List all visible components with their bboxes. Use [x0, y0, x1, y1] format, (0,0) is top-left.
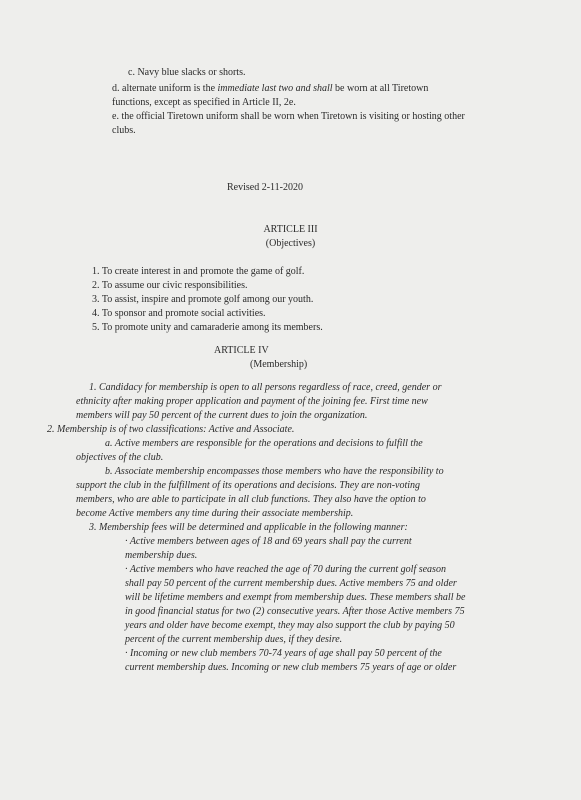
membership-line: current membership dues. Incoming or new club members 75 years of age or older	[125, 662, 457, 673]
membership-line: 3. Membership fees will be determined and applicable in the following manner:	[89, 522, 408, 533]
article2-item-c: c. Navy blue slacks or shorts.	[128, 67, 246, 78]
membership-line: support the club in the fulfillment of its operations and decisions. They are non-voting	[76, 480, 421, 491]
membership-line: membership dues.	[125, 550, 198, 561]
article2-item-d-line2: functions, except as specified in Article II, 2e.	[112, 97, 296, 108]
membership-line: shall pay 50 percent of the current membership dues. Active members 75 and older	[125, 578, 457, 589]
article2-item-d-italic: immediate last two and shall	[217, 83, 333, 94]
article2-item-d	[112, 83, 428, 95]
objective-item: 1. To create interest in and promote the game of golf.	[92, 266, 305, 277]
article4-subtitle: (Membership)	[250, 359, 308, 370]
objective-item: 5. To promote unity and camaraderie among its members.	[92, 322, 323, 333]
article2-item-e-line2: clubs.	[112, 125, 136, 136]
membership-line: · Active members between ages of 18 and 69 years shall pay the current	[125, 536, 412, 547]
membership-line: percent of the current membership dues, if they desire.	[125, 634, 343, 645]
membership-line: · Active members who have reached the age of 70 during the current golf season	[125, 564, 446, 575]
membership-line: b. Associate membership encompasses those members who have the responsibility to	[105, 466, 444, 477]
article4-title: ARTICLE IV	[214, 345, 269, 356]
membership-line: a. Active members are responsible for the operations and decisions to fulfill the	[105, 438, 423, 449]
article2-item-d-prefix: d. alternate uniform is the	[112, 83, 218, 94]
membership-line: years and older have become exempt, they may also support the club by paying 50	[125, 620, 455, 631]
membership-line: become Active members any time during their associate membership.	[76, 508, 354, 519]
membership-line: members will pay 50 percent of the current dues to join the organization.	[76, 410, 368, 421]
membership-line: objectives of the club.	[76, 452, 164, 463]
article3-title: ARTICLE III	[263, 224, 318, 235]
objective-item: 3. To assist, inspire and promote golf among our youth.	[92, 294, 314, 305]
membership-line: 2. Membership is of two classifications: Active and Associate.	[47, 424, 295, 435]
membership-line: ethnicity after making proper application and payment of the joining fee. First time new	[76, 396, 428, 407]
revised-date: Revised 2-11-2020	[227, 182, 304, 193]
objective-item: 2. To assume our civic responsibilities.	[92, 280, 248, 291]
membership-line: members, who are able to participate in all club functions. They also have the option to	[76, 494, 426, 505]
article3-subtitle: (Objectives)	[265, 238, 316, 249]
article2-item-e-line1: e. the official Tiretown uniform shall be worn when Tiretown is visiting or hosting other	[112, 111, 465, 122]
membership-line: in good financial status for two (2) consecutive years. After those Active members 75	[125, 606, 465, 617]
membership-line: will be lifetime members and exempt from membership dues. These members shall be	[125, 592, 466, 603]
article2-item-d-suffix: be worn at all Tiretown	[332, 83, 429, 94]
membership-line: · Incoming or new club members 70-74 years of age shall pay 50 percent of the	[125, 648, 442, 659]
membership-line: 1. Candidacy for membership is open to all persons regardless of race, creed, gender or	[89, 382, 442, 393]
objective-item: 4. To sponsor and promote social activities.	[92, 308, 266, 319]
